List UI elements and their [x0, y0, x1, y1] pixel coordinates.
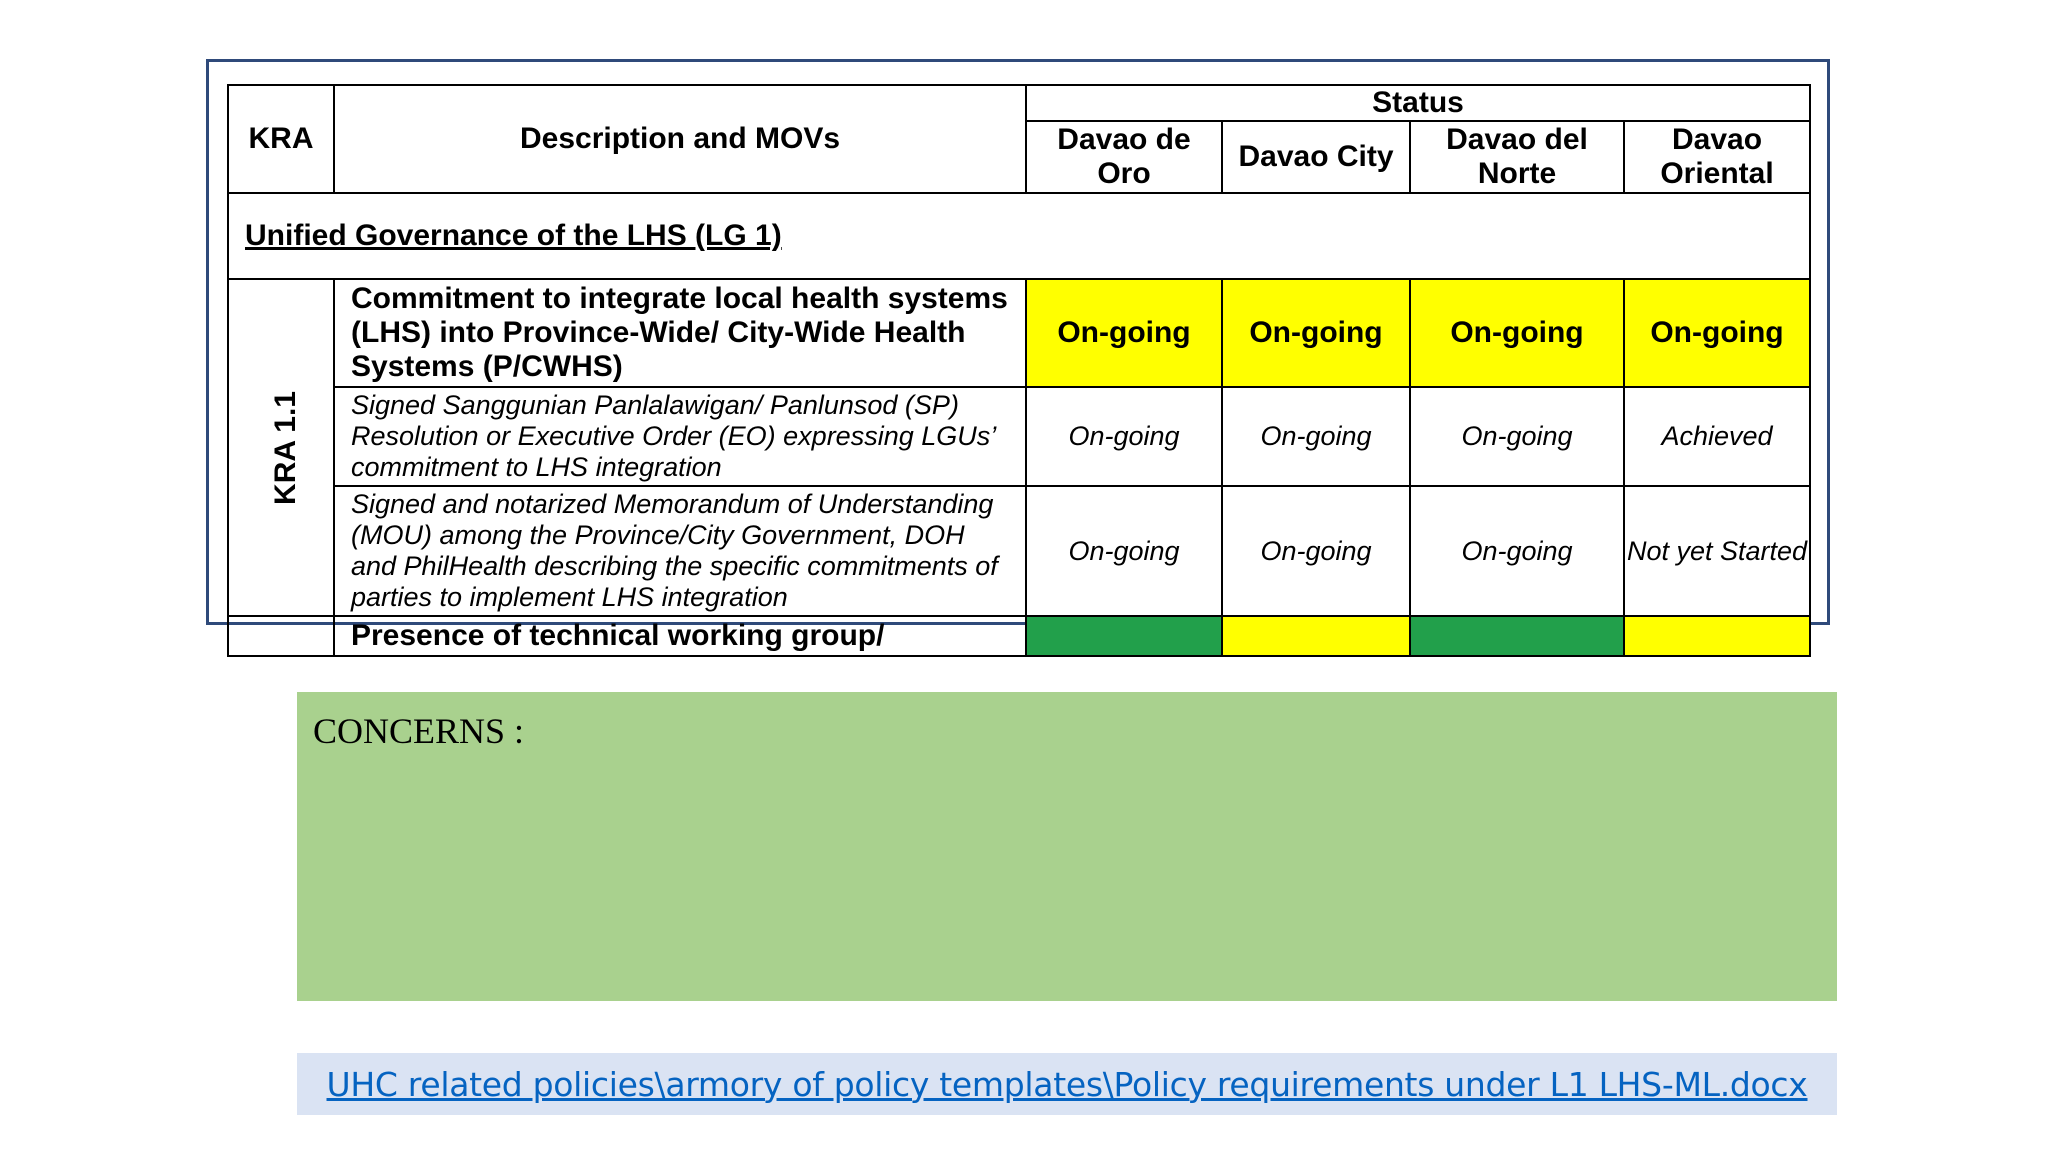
kra-label: KRA 1.1 [268, 390, 302, 505]
concerns-box [297, 692, 1837, 1001]
status-cell-cut [1222, 616, 1410, 656]
status-cell-cut [1624, 616, 1810, 656]
header-row-top [228, 85, 1810, 121]
policy-document-link[interactable]: UHC related policies\armory of policy templates\Policy requirements under L1 LHS-ML.docx [326, 1064, 1808, 1104]
status-cell: On-going [1026, 279, 1222, 387]
status-cell: On-going [1222, 486, 1410, 616]
row-description-cut: Presence of technical working group/ [334, 616, 1026, 656]
row-description: Commitment to integrate local health systems (LHS) into Province-Wide/ City-Wide Health Systems (P/CWHS) [334, 279, 1026, 387]
kra-cell [228, 279, 334, 616]
header-province-davao-city: Davao City [1222, 121, 1410, 193]
status-cell: On-going [1624, 279, 1810, 387]
status-cell: On-going [1410, 486, 1624, 616]
header-province-davao-del-norte: Davao del Norte [1410, 121, 1624, 193]
table-row-cut [228, 616, 1810, 656]
link-bar [297, 1053, 1837, 1115]
status-cell: On-going [1222, 279, 1410, 387]
status-cell: Not yet Started [1624, 486, 1810, 616]
status-table [227, 84, 1811, 657]
header-status: Status [1026, 85, 1810, 121]
status-cell-cut [1410, 616, 1624, 656]
section-title: Unified Governance of the LHS (LG 1) [228, 193, 1810, 279]
kra-cell-cut [228, 616, 334, 656]
row-description: Signed Sanggunian Panlalawigan/ Panlunsod (SP) Resolution or Executive Order (EO) expressing LGUs’ commitment to LHS integration [334, 387, 1026, 486]
status-cell: On-going [1222, 387, 1410, 486]
header-province-davao-de-oro: Davao de Oro [1026, 121, 1222, 193]
status-cell-cut [1026, 616, 1222, 656]
header-province-davao-oriental: Davao Oriental [1624, 121, 1810, 193]
row-description: Signed and notarized Memorandum of Understanding (MOU) among the Province/City Government, DOH and PhilHealth describing the specific commitments of parties to implement LHS integration [334, 486, 1026, 616]
status-cell: On-going [1026, 486, 1222, 616]
table-row [228, 387, 1810, 486]
status-cell: Achieved [1624, 387, 1810, 486]
status-cell: On-going [1410, 387, 1624, 486]
header-description: Description and MOVs [334, 85, 1026, 193]
table-row [228, 486, 1810, 616]
status-cell: On-going [1026, 387, 1222, 486]
table-row [228, 279, 1810, 387]
header-kra: KRA [228, 85, 334, 193]
status-cell: On-going [1410, 279, 1624, 387]
concerns-label: CONCERNS : [313, 711, 525, 751]
status-table-image [206, 59, 1830, 652]
section-row [228, 193, 1810, 279]
